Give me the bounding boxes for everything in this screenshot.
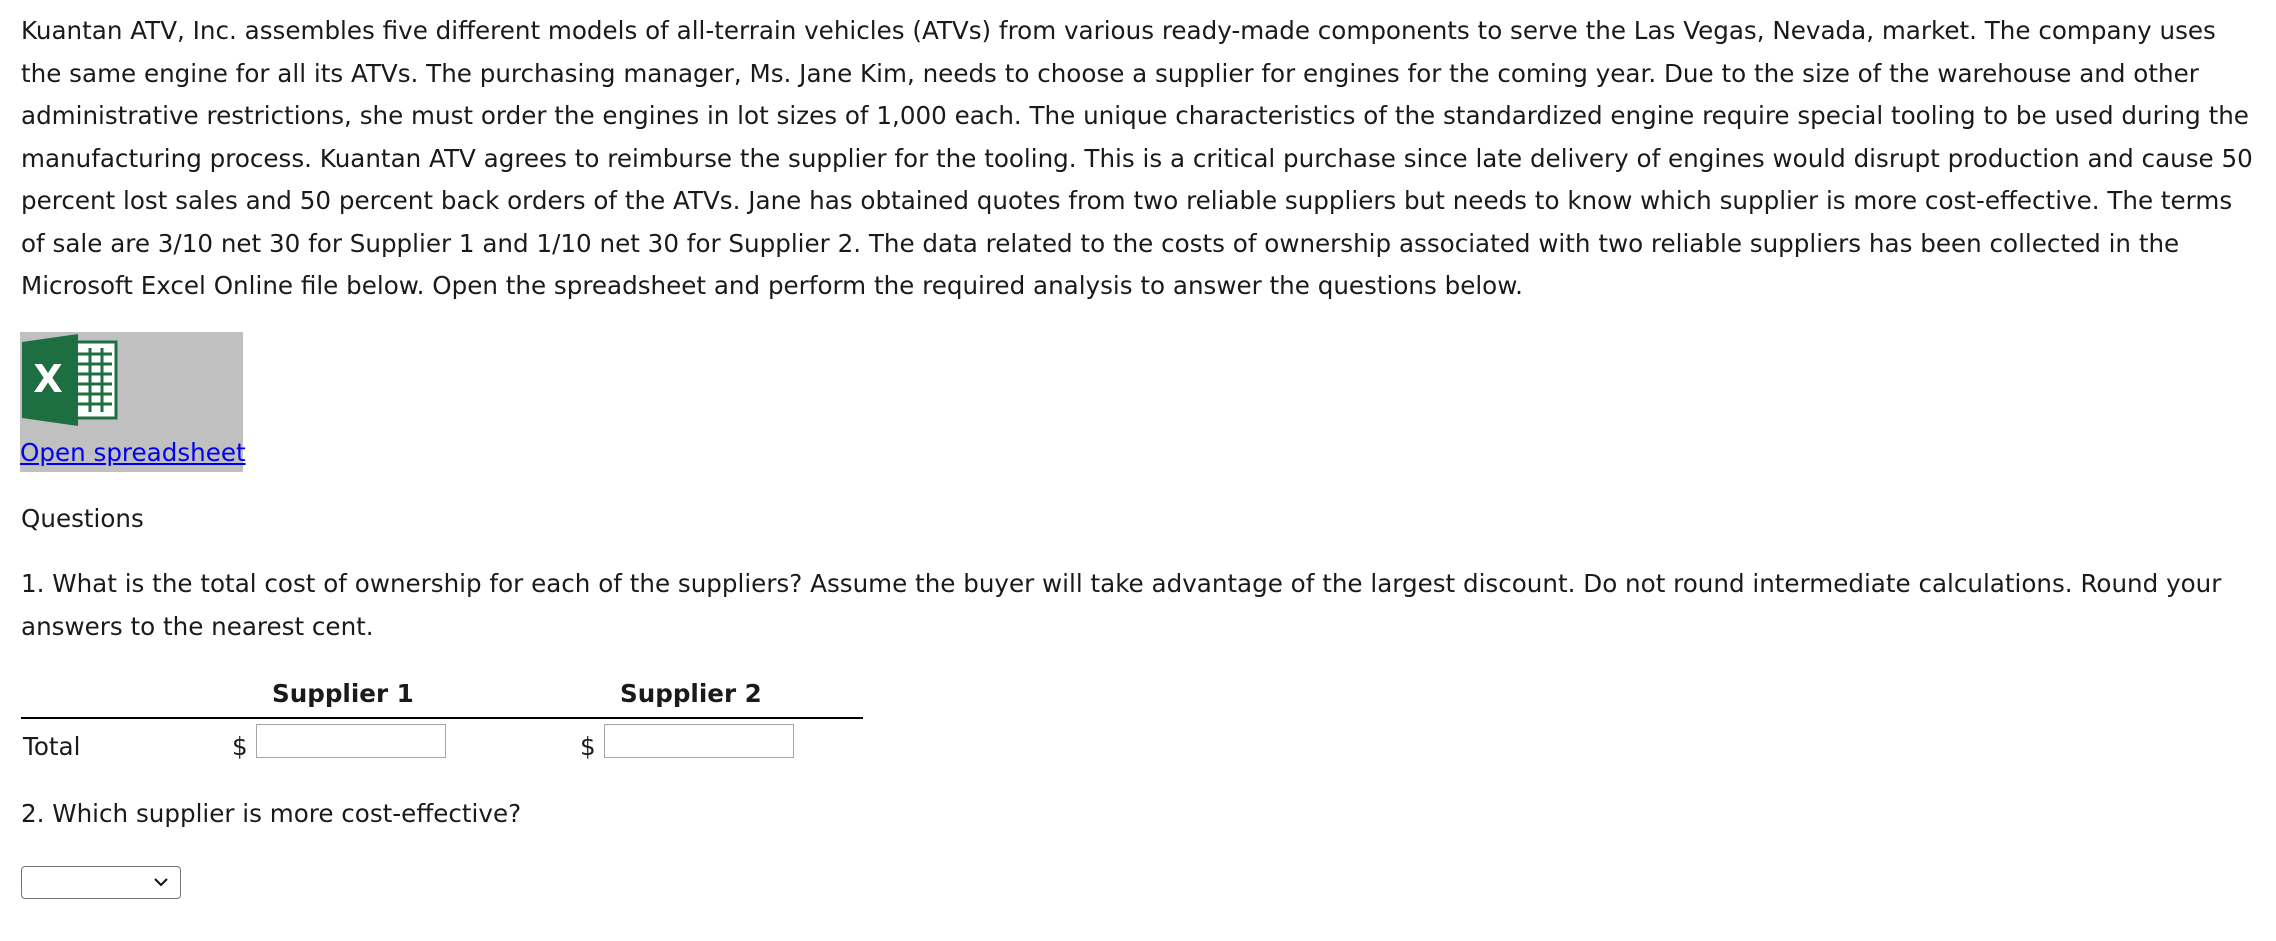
open-spreadsheet-label[interactable]: Open spreadsheet xyxy=(20,438,246,467)
currency-symbol-supplier-1: $ xyxy=(232,732,248,761)
currency-symbol-supplier-2: $ xyxy=(580,732,596,761)
questions-heading: Questions xyxy=(21,504,144,533)
supplier-1-total-input[interactable] xyxy=(256,724,446,758)
supplier-2-total-input[interactable] xyxy=(604,724,794,758)
column-header-supplier-1: Supplier 1 xyxy=(272,679,414,708)
column-header-supplier-2: Supplier 2 xyxy=(620,679,762,708)
table-header-divider xyxy=(21,717,863,719)
cost-effective-supplier-select[interactable] xyxy=(21,866,181,899)
question-1-text: 1. What is the total cost of ownership for each of the suppliers? Assume the buyer will take advantage of the largest discount. Do not round intermediate calculations. Round your answers to the nearest cent. xyxy=(21,569,2222,641)
row-label-total: Total xyxy=(23,732,81,761)
problem-description: Kuantan ATV, Inc. assembles five different models of all-terrain vehicles (ATVs) from various ready-made components to serve the Las Vegas, Nevada, market. The company uses the same engine for all its ATVs. The purchasing manager, Ms. Jane Kim, needs to choose a supplier for engines for the coming year. Due to the size of the warehouse and other administrative restrictions, she must order the engines in lot sizes of 1,000 each. The unique characteristics of the standardized engine require special tooling to be used during the manufacturing process. Kuantan ATV agrees to reimburse the supplier for the tooling. This is a critical purchase since late delivery of engines would disrupt production and cause 50 percent lost sales and 50 percent back orders of the ATVs. Jane has obtained quotes from two reliable suppliers but needs to know which supplier is more cost-effective. The terms of sale are 3/10 net 30 for Supplier 1 and 1/10 net 30 for Supplier 2. The data related to the costs of ownership associated with two reliable suppliers has been collected in the Microsoft Excel Online file below. Open the spreadsheet and perform the required analysis to answer the questions below. xyxy=(21,16,2253,300)
chevron-down-icon xyxy=(154,875,168,889)
open-spreadsheet-link[interactable] xyxy=(20,332,246,472)
excel-icon-letter: X xyxy=(33,357,63,401)
question-2-text: 2. Which supplier is more cost-effective? xyxy=(21,799,522,828)
excel-icon xyxy=(22,334,118,426)
